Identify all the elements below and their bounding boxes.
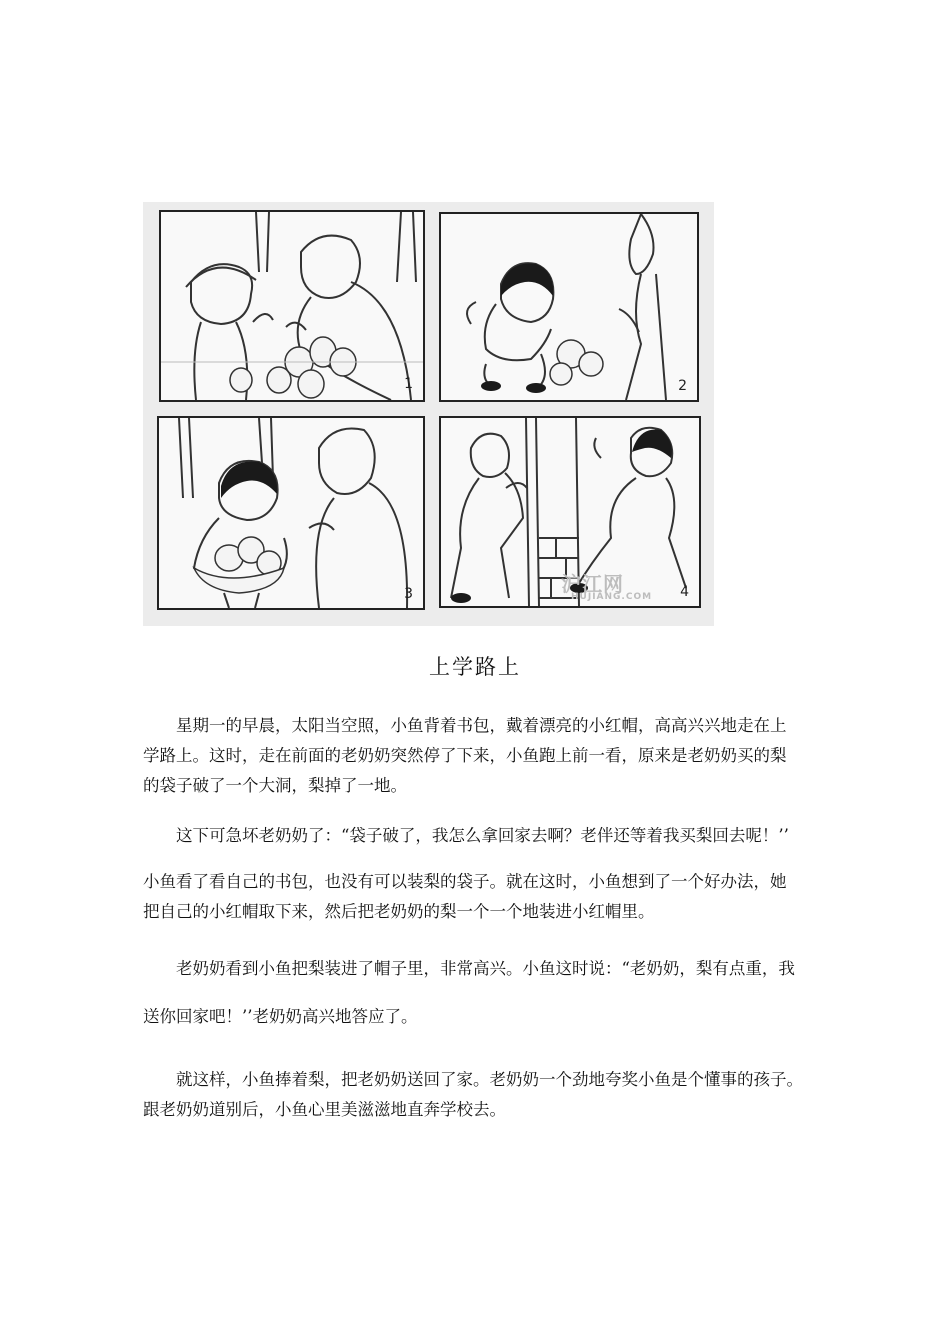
- paragraph-line: 就这样，小鱼捧着梨，把老奶奶送回了家。老奶奶一个劲地夸奖小鱼是个懂事的孩子。: [176, 1070, 803, 1089]
- paragraph-3: [143, 955, 807, 1033]
- paragraph-line: 星期一的早晨，太阳当空照，小鱼背着书包，戴着漂亮的小红帽，高高兴兴地走在上: [176, 716, 787, 735]
- panel-number-4: 4: [680, 584, 689, 600]
- paragraph-line: 把自己的小红帽取下来，然后把老奶奶的梨一个一个地装进小红帽里。: [143, 902, 655, 921]
- panel-number-1: 1: [404, 376, 413, 392]
- panel-1-drawing: [161, 212, 423, 400]
- watermark-logo: 沪江网: [561, 572, 624, 596]
- watermark-site: HUJIANG.COM: [571, 592, 653, 602]
- paragraph-line: 跟老奶奶道别后，小鱼心里美滋滋地直奔学校去。: [143, 1100, 506, 1119]
- paragraph-2: [143, 822, 807, 928]
- panel-3-drawing: [159, 418, 423, 608]
- paragraph-line: 学路上。这时，走在前面的老奶奶突然停了下来，小鱼跑上前一看，原来是老奶奶买的梨: [143, 746, 787, 765]
- panel-number-2: 2: [678, 378, 687, 394]
- panel-2-drawing: [441, 214, 697, 400]
- comic-panel-4: [439, 416, 701, 608]
- paragraph-line: 的袋子破了一个大洞，梨掉了一地。: [143, 776, 407, 795]
- paragraph-line: 送你回家吧！’’老奶奶高兴地答应了。: [143, 1007, 418, 1026]
- panel-number-3: 3: [404, 586, 413, 602]
- comic-panel-2: [439, 212, 699, 402]
- comic-panel-1: [159, 210, 425, 402]
- paragraph-line: 老奶奶看到小鱼把梨装进了帽子里，非常高兴。小鱼这时说：“老奶奶，梨有点重，我: [176, 959, 795, 978]
- comic-illustration: [143, 202, 714, 626]
- paragraph-1: [143, 712, 807, 802]
- paragraph-4: [143, 1066, 807, 1126]
- paragraph-line: 小鱼看了看自己的书包，也没有可以装梨的袋子。就在这时，小鱼想到了一个好办法，她: [143, 872, 787, 891]
- comic-panel-3: [157, 416, 425, 610]
- page-title: 上学路上: [429, 655, 521, 679]
- paragraph-line: 这下可急坏老奶奶了：“袋子破了，我怎么拿回家去啊？老伴还等着我买梨回去呢！’’: [176, 826, 789, 845]
